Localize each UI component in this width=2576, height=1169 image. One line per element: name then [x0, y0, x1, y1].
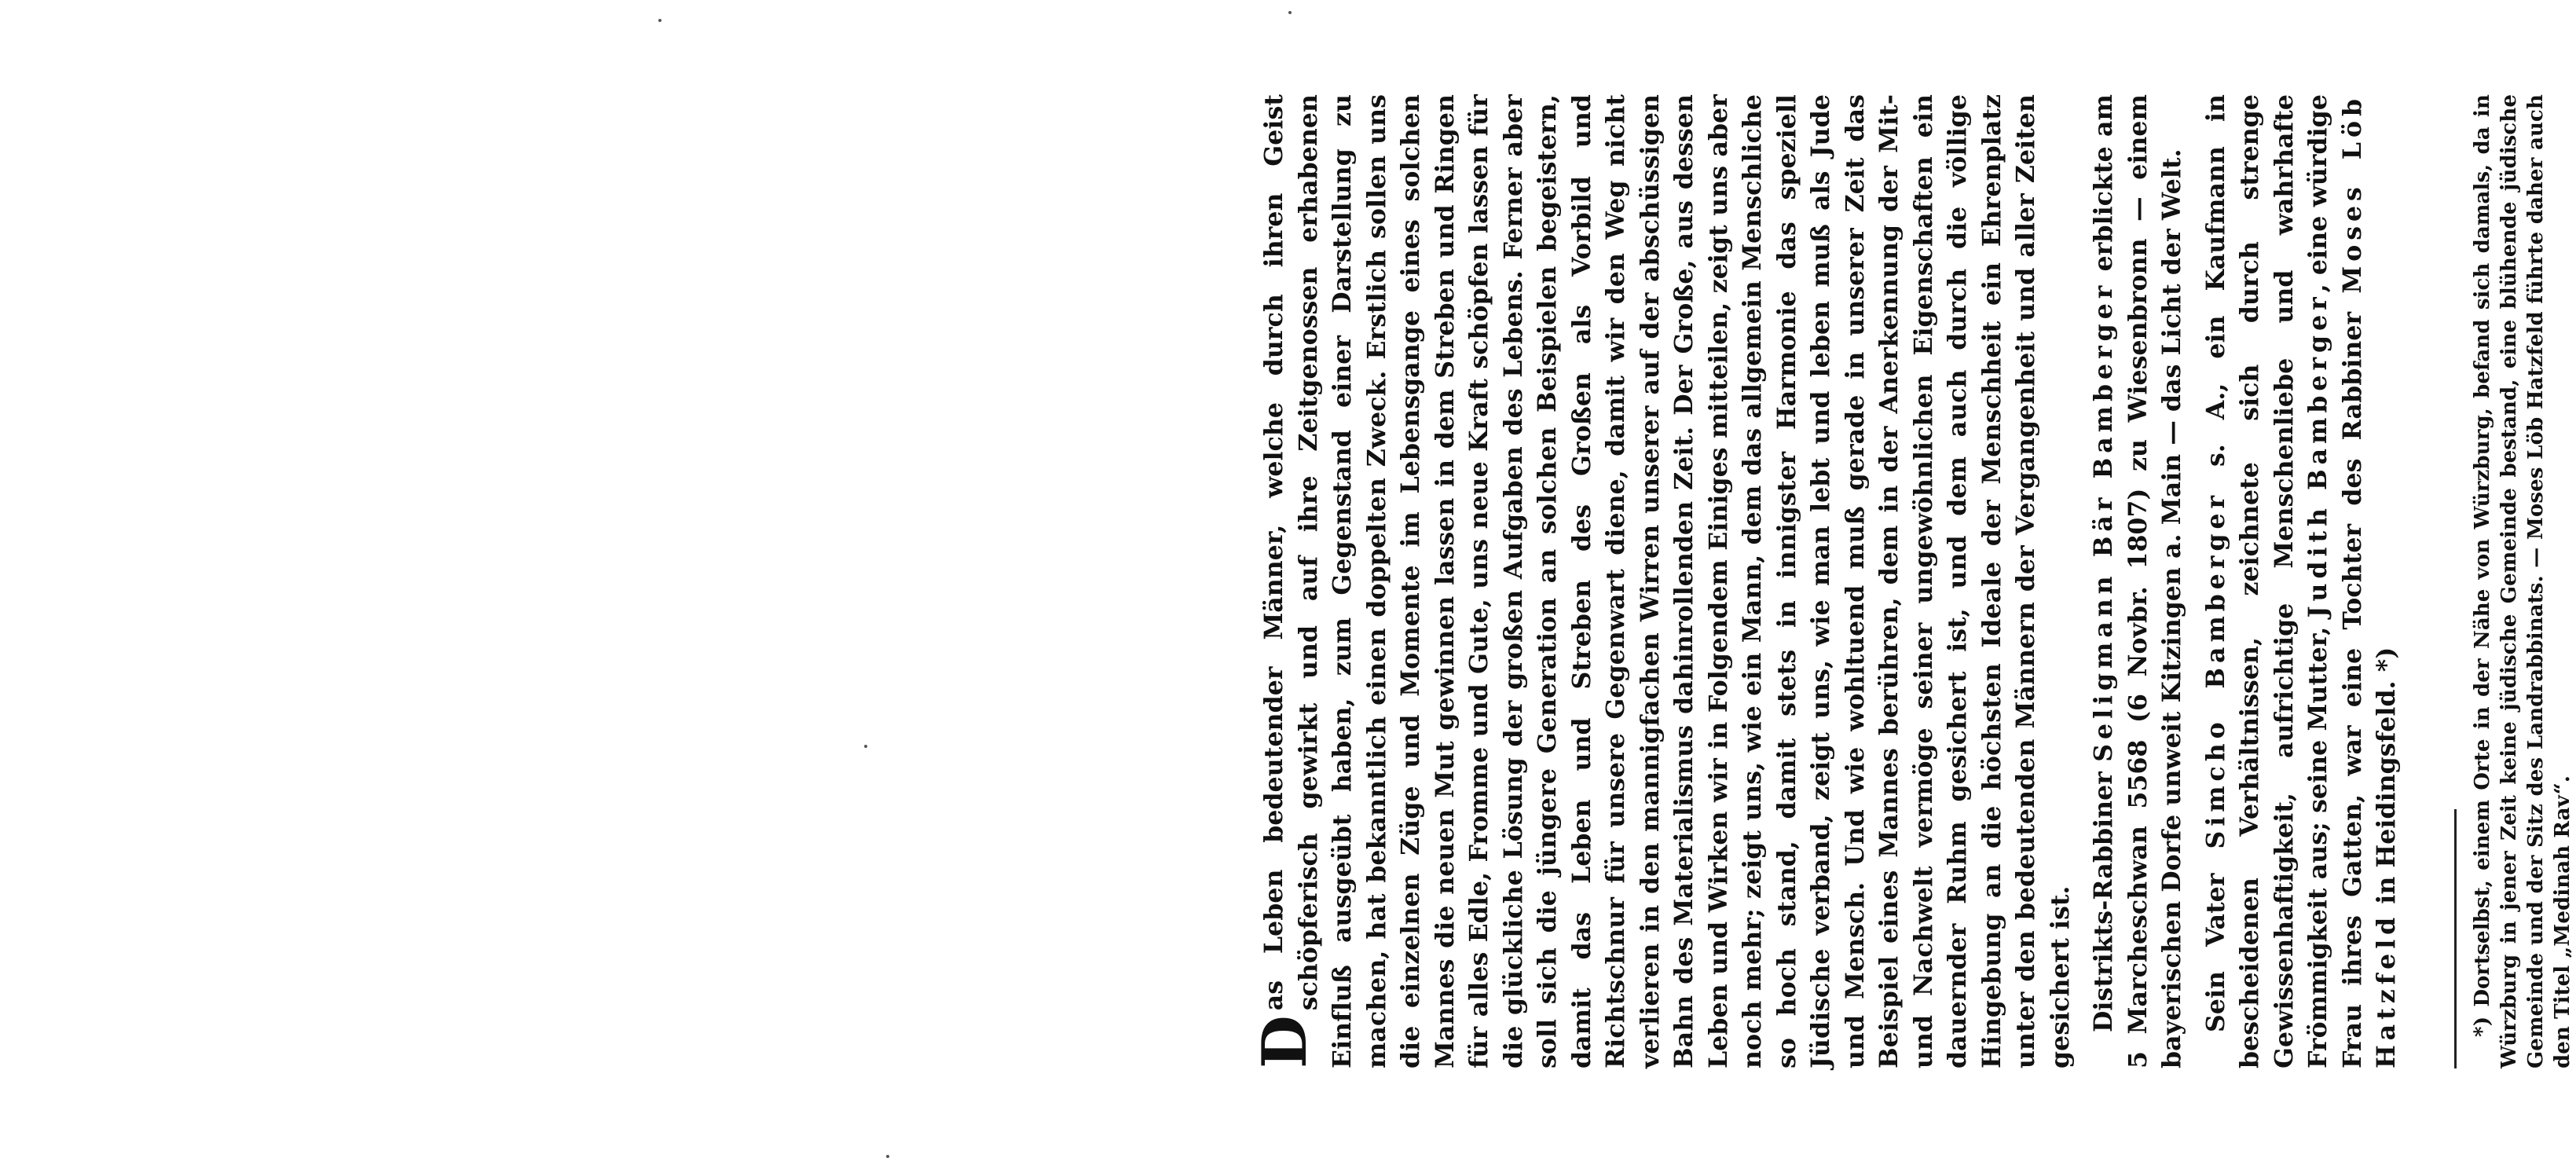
scan-speck — [864, 745, 867, 748]
mother-name: Judith Bamberger — [2303, 292, 2332, 618]
scan-speck — [886, 1155, 889, 1158]
footnote-divider — [2454, 809, 2457, 1068]
paragraph-intro — [1249, 94, 2077, 1068]
scan-speck — [1288, 11, 1292, 14]
drop-cap: D — [1249, 1015, 1321, 1068]
birth-prefix: Distrikts-Rabbiner — [2089, 761, 2118, 1032]
parents-text-2: , eine würdige Frau ihres Gatten, war eine Tochter des Rabbiner — [2303, 94, 2367, 1068]
father-name: Simcho Bamberger — [2200, 490, 2230, 849]
footnote — [2469, 94, 2576, 1068]
birth-text: erblickte am 5 Marcheschwan 5568 (6 Novbr. 1807) zu Wiesenbronn — einem bayerischen Dorfe unweit Kitzingen a. Main — das Licht der Welt. — [2089, 94, 2186, 1068]
parents-prefix: Sein Vater — [2200, 848, 2230, 1032]
parents-text: s. A., ein Kaufmann in bescheidenen Verhältnissen, zeichnete sich durch strenge Gewissenhaftigkeit, aufrichtige Menschenliebe und wahrhafte Frömmigkeit aus; seine Mutter, — [2200, 94, 2332, 1068]
text-column — [1249, 94, 2574, 1068]
parents-text-end: in Heidingsfeld. *) — [2372, 647, 2401, 913]
paragraph-intro-text: as Leben bedeutender Männer, welche durch ihren Geist schöpferisch gewirkt und auf ihre Zeitgenossen erhabenen Einfluß ausgeübt haben, zum Gegenstand einer Darstellung zu machen, hat bekanntlich einen doppelten Zweck. Erstlich sollen uns die einzelnen Züge und Momente im Lebensgange eines solchen Mannes die neuen Mut gewinnen lassen in dem Streben und Ringen für alles Edle, Fromme und Gute, uns neue Kraft schöpfen lassen für die glückliche Lösung der großen Aufgaben des Lebens. Ferner aber soll sich die jüngere Generation an solchen Beispielen begeistern, damit das Leben und Streben des Großen als Vorbild und Richtschnur für unsere Gegenwart diene, damit wir den Weg nicht verlieren in den mannigfachen Wirren unserer auf der abschüssigen Bahn des Materialismus dahinrollenden Zeit. Der Große, aus dessen Leben und Wirken wir in Folgendem Einiges mitteilen, zeigt uns aber noch mehr; zeigt uns, wie ein Mann, dem das allgemein Menschliche so hoch stand, damit stets in innigster Harmonie das speziell Jüdische verband, zeigt uns, wie man lebt und leben muß als Jude und Mensch. Und wie wohltuend muß gerade in unserer Zeit das Beispiel eines Mannes berühren, dem in der Anerkennung der Mit- und Nachwelt vermöge seiner ungewöhnlichen Eigenschaften ein dauernder Ruhm gesichert ist, und dem auch durch die völlige Hingebung an die höchsten Ideale der Menschheit ein Ehrenplatz unter den bedeutenden Männern der Vergangenheit und aller Zeiten gesichert ist. — [1259, 94, 2075, 1068]
scan-speck — [658, 19, 661, 22]
footnote-text: *) Dortselbst, einem Orte in der Nähe von Würzburg, befand sich damals, da in Würzburg in jener Zeit keine jüdische Gemeinde bestand, eine blühende jüdische Gemeinde und der Sitz des Landrabbinats. — Moses Löb Hatzfeld führte daher auch den Titel „Medinah Rav“. — [2470, 94, 2574, 1068]
paragraph-birth — [2087, 94, 2189, 1068]
rabbi-name: Seligmann Bär Bamberger — [2089, 280, 2118, 762]
paragraph-parents — [2199, 94, 2404, 1068]
grandfather-name: Moses Löb Hatzfeld — [2337, 94, 2401, 1068]
